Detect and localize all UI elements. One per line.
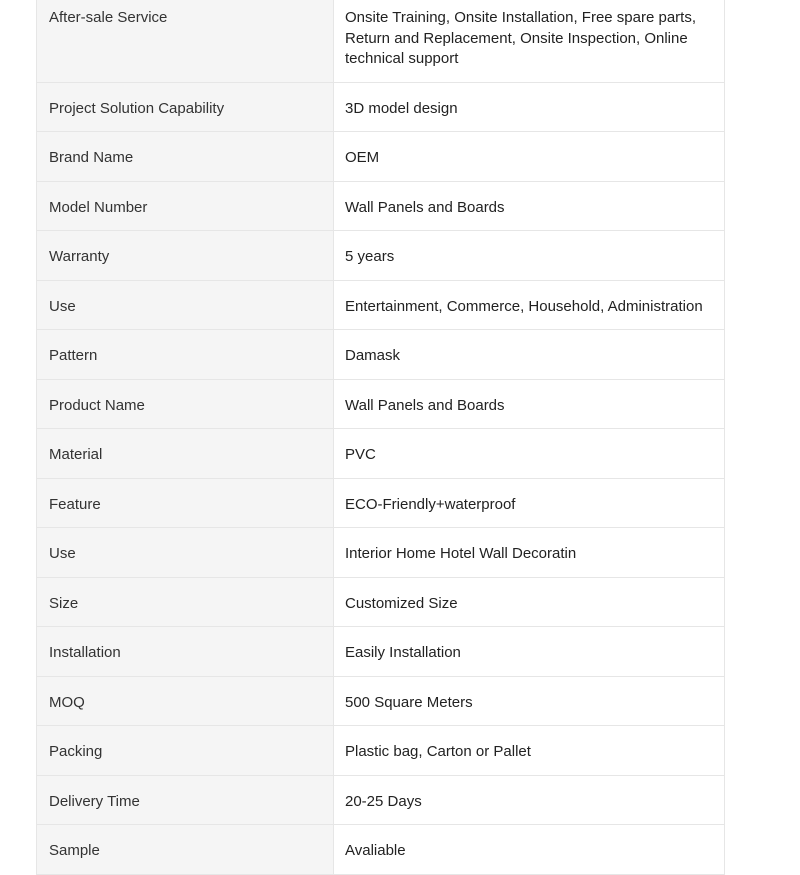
spec-label: Warranty	[37, 231, 334, 280]
spec-value: OEM	[334, 132, 724, 181]
spec-value: Customized Size	[334, 578, 724, 627]
spec-label: Use	[37, 281, 334, 330]
spec-value: 500 Square Meters	[334, 677, 724, 726]
spec-value: 3D model design	[334, 83, 724, 132]
spec-row-sample	[37, 825, 724, 875]
spec-label: Installation	[37, 627, 334, 676]
spec-row-product-name	[37, 380, 724, 430]
spec-value: ECO-Friendly+waterproof	[334, 479, 724, 528]
spec-value: PVC	[334, 429, 724, 478]
spec-value: Entertainment, Commerce, Household, Administration	[334, 281, 724, 330]
spec-row-size	[37, 578, 724, 628]
spec-value: Wall Panels and Boards	[334, 182, 724, 231]
spec-label: Sample	[37, 825, 334, 874]
spec-row-warranty	[37, 231, 724, 281]
spec-row-moq	[37, 677, 724, 727]
spec-label: Size	[37, 578, 334, 627]
spec-label: Product Name	[37, 380, 334, 429]
spec-label: Use	[37, 528, 334, 577]
spec-row-feature	[37, 479, 724, 529]
spec-row-use	[37, 281, 724, 331]
spec-value: Damask	[334, 330, 724, 379]
spec-row-packing	[37, 726, 724, 776]
spec-row-pattern	[37, 330, 724, 380]
spec-label: Brand Name	[37, 132, 334, 181]
spec-row-delivery-time	[37, 776, 724, 826]
spec-value: Wall Panels and Boards	[334, 380, 724, 429]
product-spec-table	[36, 0, 725, 875]
spec-label: Project Solution Capability	[37, 83, 334, 132]
spec-row-project-solution-capability	[37, 83, 724, 133]
spec-value: 20-25 Days	[334, 776, 724, 825]
spec-label: Material	[37, 429, 334, 478]
spec-label: MOQ	[37, 677, 334, 726]
spec-row-material	[37, 429, 724, 479]
spec-row-after-sale-service	[37, 0, 724, 83]
spec-row-use-2	[37, 528, 724, 578]
spec-label: Packing	[37, 726, 334, 775]
spec-value: 5 years	[334, 231, 724, 280]
spec-label: Pattern	[37, 330, 334, 379]
spec-value: Interior Home Hotel Wall Decoratin	[334, 528, 724, 577]
spec-label: Delivery Time	[37, 776, 334, 825]
spec-label: Feature	[37, 479, 334, 528]
spec-row-model-number	[37, 182, 724, 232]
spec-row-brand-name	[37, 132, 724, 182]
spec-row-installation	[37, 627, 724, 677]
spec-value: Onsite Training, Onsite Installation, Free spare parts, Return and Replacement, Onsite Inspection, Online technical support	[334, 0, 724, 82]
spec-label: After-sale Service	[37, 0, 334, 82]
spec-label: Model Number	[37, 182, 334, 231]
spec-value: Avaliable	[334, 825, 724, 874]
spec-value: Plastic bag, Carton or Pallet	[334, 726, 724, 775]
spec-value: Easily Installation	[334, 627, 724, 676]
